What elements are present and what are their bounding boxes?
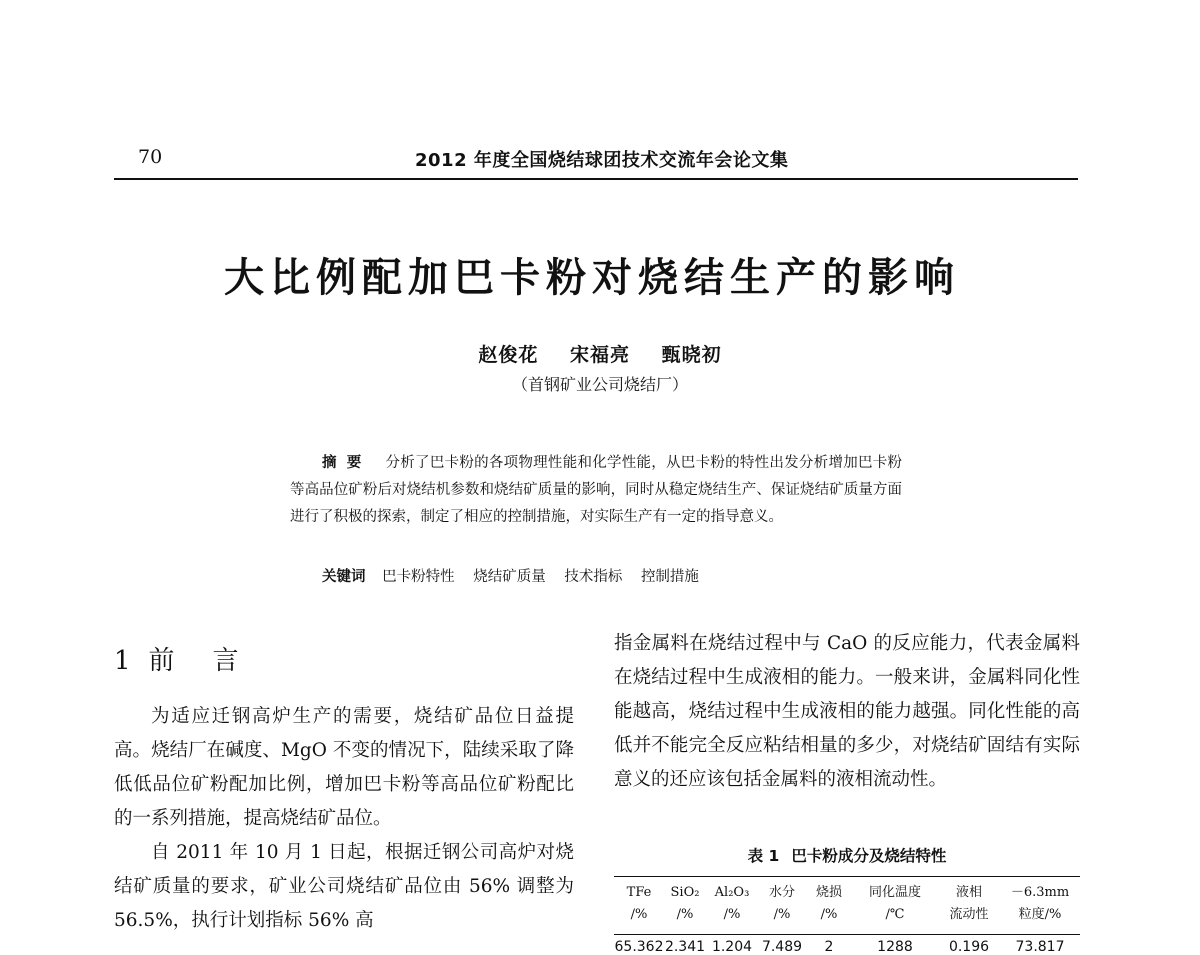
- table-header-cell: 同化温度 /℃: [868, 885, 921, 922]
- abstract-text: 分析了巴卡粉的各项物理性能和化学性能，从巴卡粉的特性出发分析增加巴卡粉等高品位矿粉后对烧结机参数和烧结矿质量的影响，同时从稳定烧结生产、保证烧结矿质量方面进行了积极的探索，制定了相应的控制措施，对实际生产有一定的指导意义。: [290, 455, 903, 525]
- table-top-rule: [614, 876, 1080, 877]
- author-name: 赵俊花: [478, 344, 539, 366]
- table-header-cell: 水分 /%: [768, 885, 795, 922]
- table-caption-title: 巴卡粉成分及烧结特性: [791, 847, 947, 865]
- table-cell: 1.204: [711, 939, 753, 955]
- paper-title: 大比例配加巴卡粉对烧结生产的影响: [224, 255, 960, 301]
- keywords-label: 关键词: [322, 569, 366, 585]
- keyword: 技术指标: [564, 569, 623, 585]
- abstract: [290, 450, 902, 531]
- table-cell: 2.341: [664, 939, 706, 955]
- table-cell: 0.196: [948, 939, 990, 955]
- table-caption-number: 表 1: [747, 847, 780, 865]
- table-header-cell: 液相 流动性: [949, 885, 989, 922]
- table-caption: [0, 844, 1200, 866]
- table-cell: 2: [824, 939, 834, 955]
- section-number: 1: [114, 646, 131, 676]
- paragraph: 自 2011 年 10 月 1 日起，根据迁钢公司高炉对烧结矿质量的要求，矿业公司烧结矿品位由 56% 调整为 56.5%，执行计划指标 56% 高: [114, 842, 574, 931]
- affiliation: （首钢矿业公司烧结厂）: [511, 375, 688, 394]
- table-header-cell: 烧损 /%: [815, 885, 842, 922]
- abstract-label: 摘要: [322, 455, 372, 471]
- page-number: 70: [138, 146, 163, 168]
- keyword: 烧结矿质量: [473, 569, 546, 585]
- table-cell: 73.817: [1015, 939, 1065, 955]
- author-name: 宋福亮: [569, 344, 630, 366]
- keyword: 巴卡粉特性: [382, 569, 455, 585]
- left-column: [114, 700, 574, 938]
- paragraph: 指金属料在烧结过程中与 CaO 的反应能力，代表金属料在烧结过程中生成液相的能力。一般来讲，金属料同化性能越高，烧结过程中生成液相的能力越强。同化性能的高低并不能完全反应粘结相量的多少，对烧结矿固结有实际意义的还应该包括金属料的液相流动性。: [614, 633, 1080, 790]
- table-cell: 7.489: [761, 939, 803, 955]
- table-cell: 65.362: [614, 939, 664, 955]
- running-header: 2012 年度全国烧结球团技术交流年会论文集: [415, 150, 789, 171]
- table-header-cell: SiO₂ /%: [670, 885, 700, 922]
- table-header-rule: [614, 934, 1080, 935]
- header-rule: [114, 178, 1078, 180]
- table-header-cell: Al₂O₃ /%: [714, 885, 750, 922]
- author-name: 甄晓初: [661, 344, 722, 366]
- section-title: 前言: [148, 646, 277, 676]
- paragraph: 为适应迁钢高炉生产的需要，烧结矿品位日益提高。烧结厂在碱度、MgO 不变的情况下，陆续采取了降低低品位矿粉配加比例，增加巴卡粉等高品位矿粉配比的一系列措施，提高烧结矿品位。: [114, 706, 574, 829]
- section-heading: [114, 640, 277, 677]
- author-list: [0, 340, 1200, 367]
- table-header-cell: TFe /%: [626, 885, 652, 922]
- table-header-cell: －6.3mm 粒度/%: [1010, 885, 1070, 922]
- right-column: [614, 627, 1080, 797]
- keyword: 控制措施: [640, 569, 699, 585]
- keywords: [322, 565, 713, 586]
- table-cell: 1288: [877, 939, 913, 955]
